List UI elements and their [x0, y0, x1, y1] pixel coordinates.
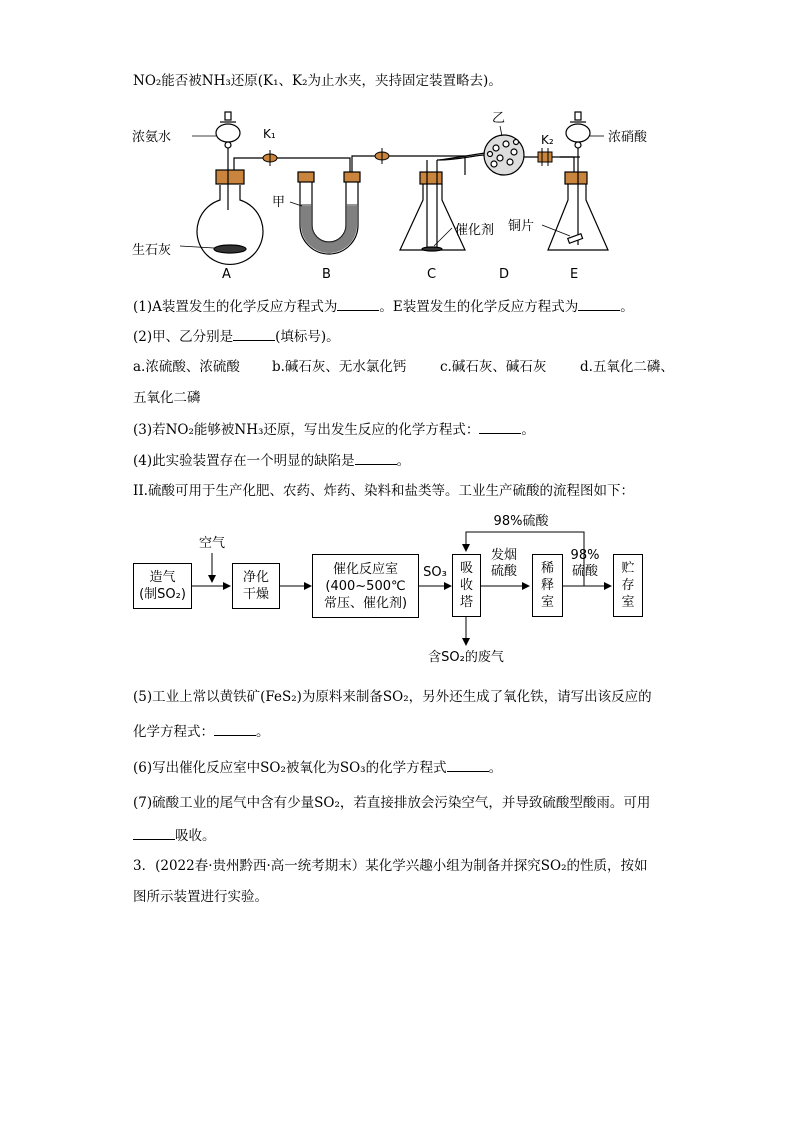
question-1: (1)A装置发生的化学反应方程式为 。E装置发生的化学反应方程式为 。	[133, 299, 634, 315]
option-a: a.浓硫酸、浓硫酸	[133, 359, 240, 375]
letter-e: E	[570, 267, 579, 282]
label-copper: 铜片	[508, 219, 535, 234]
letter-b: B	[322, 267, 331, 282]
option-d: d.五氧化二磷、	[580, 359, 674, 375]
label-jia: 甲	[272, 195, 286, 210]
question-6: (6)写出催化反应室中SO₂被氧化为SO₃的化学方程式 。	[133, 760, 503, 776]
u-tube-b	[298, 156, 465, 254]
question-7: (7)硫酸工业的尾气中含有少量SO₂，若直接排放会污染空气，并导致硫酸型酸雨。可用	[133, 795, 651, 811]
box-storage-room: 贮 存 室	[613, 554, 643, 617]
answer-blank[interactable]	[214, 722, 256, 736]
answer-blank[interactable]	[479, 420, 521, 434]
question-4: (4)此实验装置存在一个明显的缺陷是 。	[133, 453, 411, 469]
clamp-k2	[538, 148, 552, 166]
question-8-cont: 图所示装置进行实验。	[133, 889, 268, 905]
letter-c: C	[427, 267, 437, 282]
label-nitric: 浓硝酸	[608, 130, 648, 145]
answer-blank[interactable]	[447, 758, 489, 772]
answer-blank[interactable]	[133, 826, 175, 840]
label-yi: 乙	[492, 111, 506, 126]
box-absorption-tower: 吸 收 塔	[452, 554, 481, 617]
answer-blank[interactable]	[337, 297, 379, 311]
question-5-cont: 化学方程式： 。	[133, 724, 270, 740]
flask-e	[548, 112, 608, 250]
drying-tube-d	[440, 135, 580, 175]
question-3: (3)若NO₂能够被NH₃还原，写出发生反应的化学方程式： 。	[133, 422, 535, 438]
answer-blank[interactable]	[578, 297, 620, 311]
label-waste-gas: 含SO₂的废气	[428, 650, 504, 665]
letter-d: D	[499, 267, 510, 282]
label-so3: SO₃	[423, 565, 447, 580]
answer-blank[interactable]	[233, 327, 275, 341]
option-b: b.碱石灰、无水氯化钙	[272, 359, 407, 375]
label-ammonia: 浓氨水	[132, 130, 172, 145]
letter-a: A	[222, 267, 231, 282]
answer-blank[interactable]	[355, 451, 397, 465]
box-gas-production: 造气 (制SO₂)	[133, 563, 192, 609]
question-2: (2)甲、乙分别是 (填标号)。	[133, 329, 340, 345]
label-98-acid-top: 98%硫酸	[493, 514, 549, 529]
box-catalytic-reactor: 催化反应室 (400~500℃ 常压、催化剂)	[312, 554, 419, 618]
option-d-cont: 五氧化二磷	[133, 390, 201, 406]
label-98-acid: 98% 硫酸	[570, 548, 600, 579]
label-quicklime: 生石灰	[132, 243, 172, 258]
part-2-intro: II.硫酸可用于生产化肥、农药、炸药、染料和盐类等。工业生产硫酸的流程图如下：	[133, 483, 634, 499]
question-7-cont: 吸收。	[133, 826, 216, 845]
box-purify-dry: 净化 干燥	[232, 563, 280, 609]
intro-text: NO₂能否被NH₃还原(K₁、K₂为止水夹，夹持固定装置略去)。	[133, 73, 502, 89]
label-air: 空气	[198, 536, 225, 551]
label-fuming-acid: 发烟 硫酸	[490, 548, 517, 579]
apparatus-diagram	[130, 100, 670, 285]
question-5: (5)工业上常以黄铁矿(FeS₂)为原料来制备SO₂，另外还生成了氧化铁，请写出该反应的	[133, 689, 652, 705]
label-k1: K₁	[263, 127, 276, 141]
clamp-k1	[263, 150, 277, 166]
box-dilution-room: 稀 释 室	[532, 554, 563, 617]
label-catalyst: 催化剂	[455, 223, 495, 238]
question-8: 3．(2022春·贵州黔西·高一统考期末）某化学兴趣小组为制备并探究SO₂的性质，按如	[133, 858, 648, 874]
option-c: c.碱石灰、碱石灰	[440, 359, 547, 375]
label-k2: K₂	[541, 133, 554, 147]
